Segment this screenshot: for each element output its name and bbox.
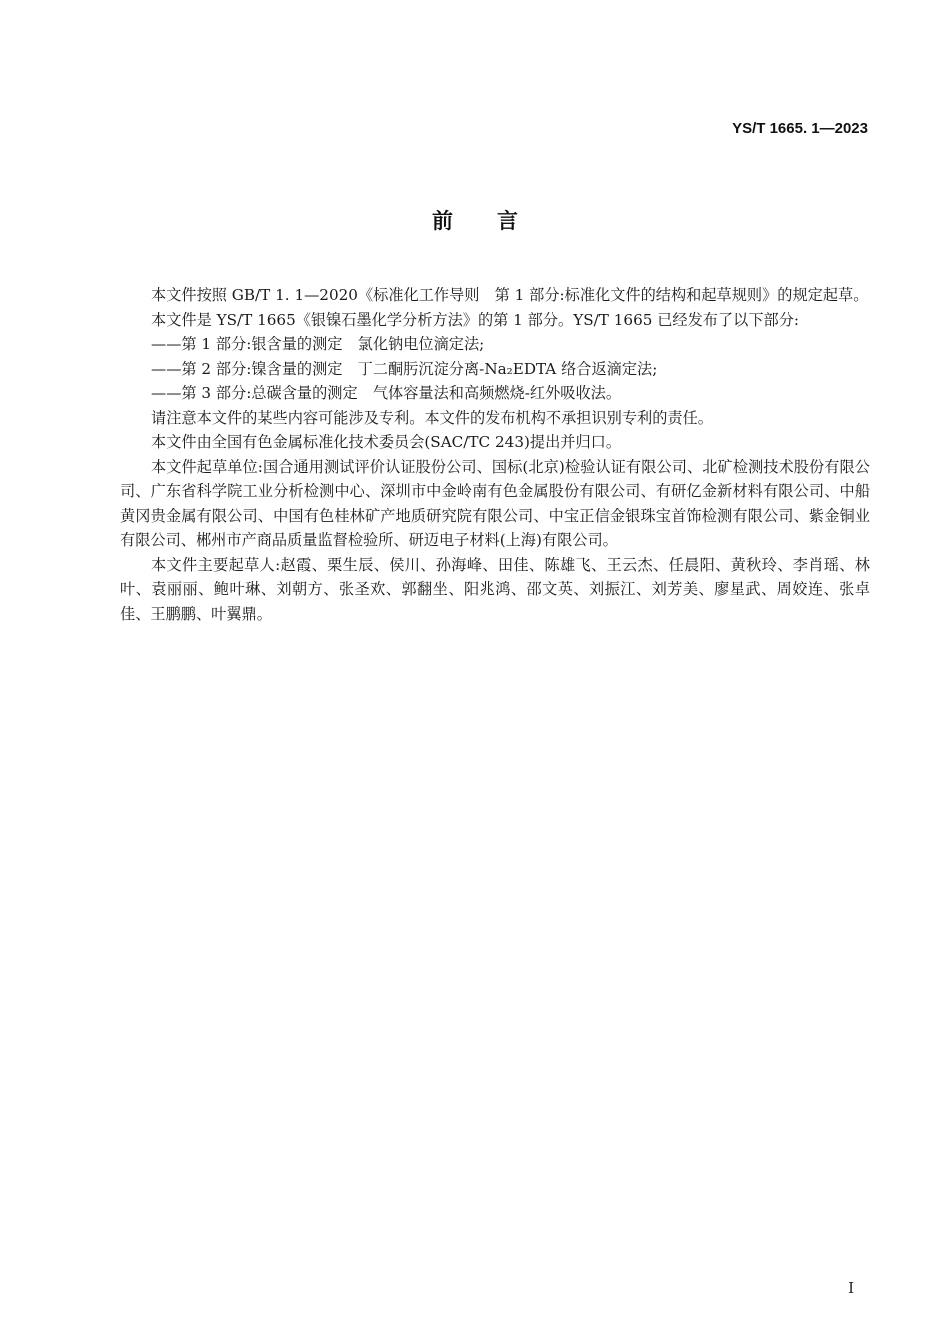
page-title: 前言 (432, 209, 562, 233)
document-code: YS/T 1665. 1—2023 (732, 120, 868, 137)
paragraph-proposer: 本文件由全国有色金属标准化技术委员会(SAC/TC 243)提出并归口。 (151, 433, 622, 451)
paragraph-patent-notice: 请注意本文件的某些内容可能涉及专利。本文件的发布机构不承担识别专利的责任。 (151, 408, 713, 427)
list-item-part-3: ——第 3 部分:总碳含量的测定 气体容量法和高频燃烧-红外吸收法。 (151, 384, 622, 402)
list-item-part-2: ——第 2 部分:镍含量的测定 丁二酮肟沉淀分离-Na₂EDTA 络合返滴定法; (151, 359, 658, 378)
foreword-body (120, 283, 870, 626)
page-number: I (848, 1279, 854, 1297)
list-item-part-1: ——第 1 部分:银含量的测定 氯化钠电位滴定法; (151, 335, 485, 353)
paragraph-drafters: 本文件主要起草人:赵霞、栗生辰、侯川、孙海峰、田佳、陈雄飞、王云杰、任晨阳、黄秋玲、李肖瑶、林叶、袁丽丽、鲍叶琳、刘朝方、张圣欢、郭翻坐、阳兆鸿、邵文英、刘振江、刘芳美、廖星武、周姣连、张卓佳、王鹏鹏、叶翼鼎。 (120, 555, 870, 623)
paragraph-drafting-rules: 本文件按照 GB/T 1. 1—2020《标准化工作导则 第 1 部分:标准化文件的结构和起草规则》的规定起草。 (151, 286, 869, 304)
paragraph-drafting-units: 本文件起草单位:国合通用测试评价认证股份公司、国标(北京)检验认证有限公司、北矿检测技术股份有限公司、广东省科学院工业分析检测中心、深圳市中金岭南有色金属股份有限公司、有研亿金新材料有限公司、中船黄冈贵金属有限公司、中国有色桂林矿产地质研究院有限公司、中宝正信金银珠宝首饰检测有限公司、紫金铜业有限公司、郴州市产商品质量监督检验所、研迈电子材料(上海)有限公司。 (120, 457, 870, 549)
paragraph-series-intro: 本文件是 YS/T 1665《银镍石墨化学分析方法》的第 1 部分。YS/T 1665 已经发布了以下部分: (151, 310, 800, 329)
